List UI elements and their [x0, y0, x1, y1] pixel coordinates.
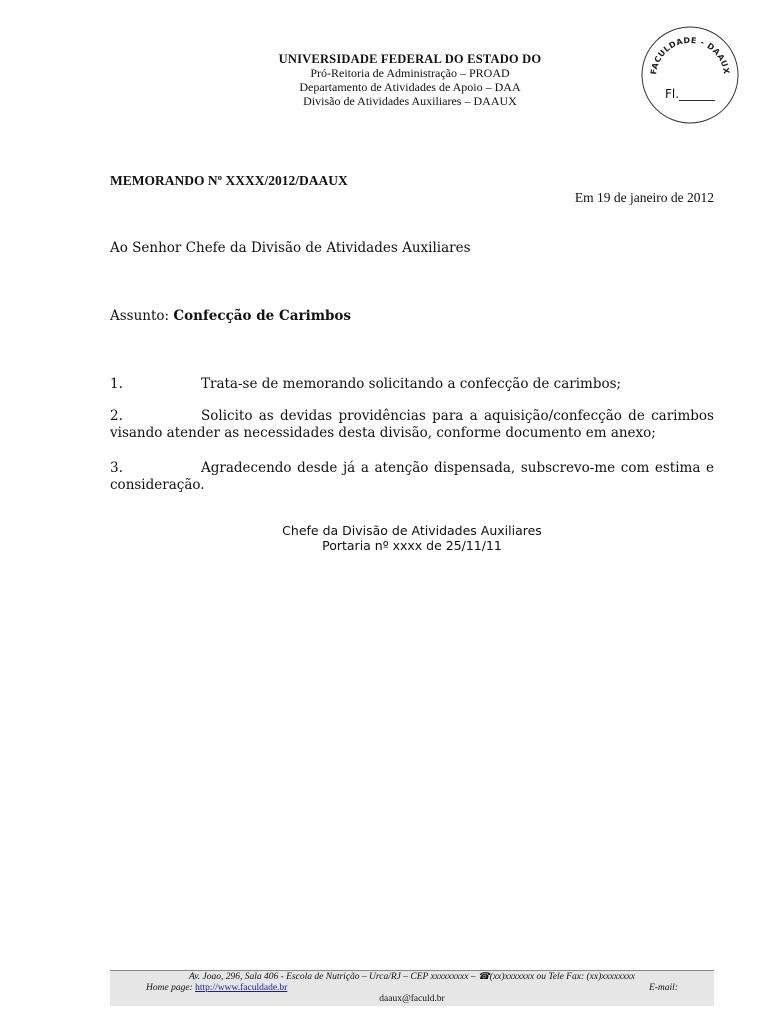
- paragraph-3: [110, 460, 714, 494]
- footer-homepage: [146, 983, 287, 993]
- subject-label: Assunto:: [110, 308, 174, 324]
- paragraph-2: [110, 408, 714, 442]
- subject-text: Confecção de Carimbos: [173, 308, 352, 324]
- paragraph-number: 1.: [110, 376, 123, 392]
- stamp-arc-text: FACULDADE - DAAUX: [649, 35, 731, 76]
- signature-block: [110, 523, 714, 553]
- memo-subject: [110, 308, 351, 324]
- footer-address: Av. Joao, 296, Sala 406 - Escola de Nutrição – Urca/RJ – CEP xxxxxxxxx – ☎(xx)xxxxxxx ou Tele Fax: (xx)xxxxxxxx: [189, 972, 635, 982]
- footer-email[interactable]: daaux@faculd.br: [379, 994, 445, 1004]
- homepage-label: Home page:: [146, 983, 196, 993]
- signature-ordinance: Portaria nº xxxx de 25/11/11: [322, 538, 502, 553]
- letterhead-line-2: Pró-Reitoria de Administração – PROAD: [310, 66, 510, 80]
- paragraph-number: 2.: [110, 408, 123, 424]
- memo-date: Em 19 de janeiro de 2012: [574, 190, 714, 205]
- memo-number: MEMORANDO Nº XXXX/2012/DAAUX: [110, 173, 348, 188]
- paragraph-text: Trata-se de memorando solicitando a confecção de carimbos;: [201, 376, 622, 392]
- page-footer: [110, 970, 714, 1006]
- footer-email-label: E-mail:: [648, 983, 678, 993]
- letterhead-line-3: Departamento de Atividades de Apoio – DAA: [299, 80, 521, 94]
- stamp-folio-label: Fl.______: [664, 87, 716, 101]
- paragraph-1: [110, 376, 714, 393]
- signature-title: Chefe da Divisão de Atividades Auxiliares: [282, 523, 542, 538]
- homepage-link[interactable]: http://www.faculdade.br: [195, 983, 288, 993]
- paragraph-number: 3.: [110, 460, 123, 476]
- letterhead-line-4: Divisão de Atividades Auxiliares – DAAUX: [303, 94, 517, 108]
- university-name: UNIVERSIDADE FEDERAL DO ESTADO DO: [278, 52, 542, 66]
- page-number-stamp: [640, 25, 740, 125]
- letterhead: [210, 52, 610, 108]
- memo-recipient: Ao Senhor Chefe da Divisão de Atividades Auxiliares: [110, 240, 471, 256]
- paragraph-text: Solicito as devidas providências para a aquisição/confecção de carimbos visando atender as necessidades desta divisão, conforme documento em anexo;: [110, 408, 714, 441]
- paragraph-text: Agradecendo desde já a atenção dispensada, subscrevo-me com estima e consideração.: [110, 460, 714, 493]
